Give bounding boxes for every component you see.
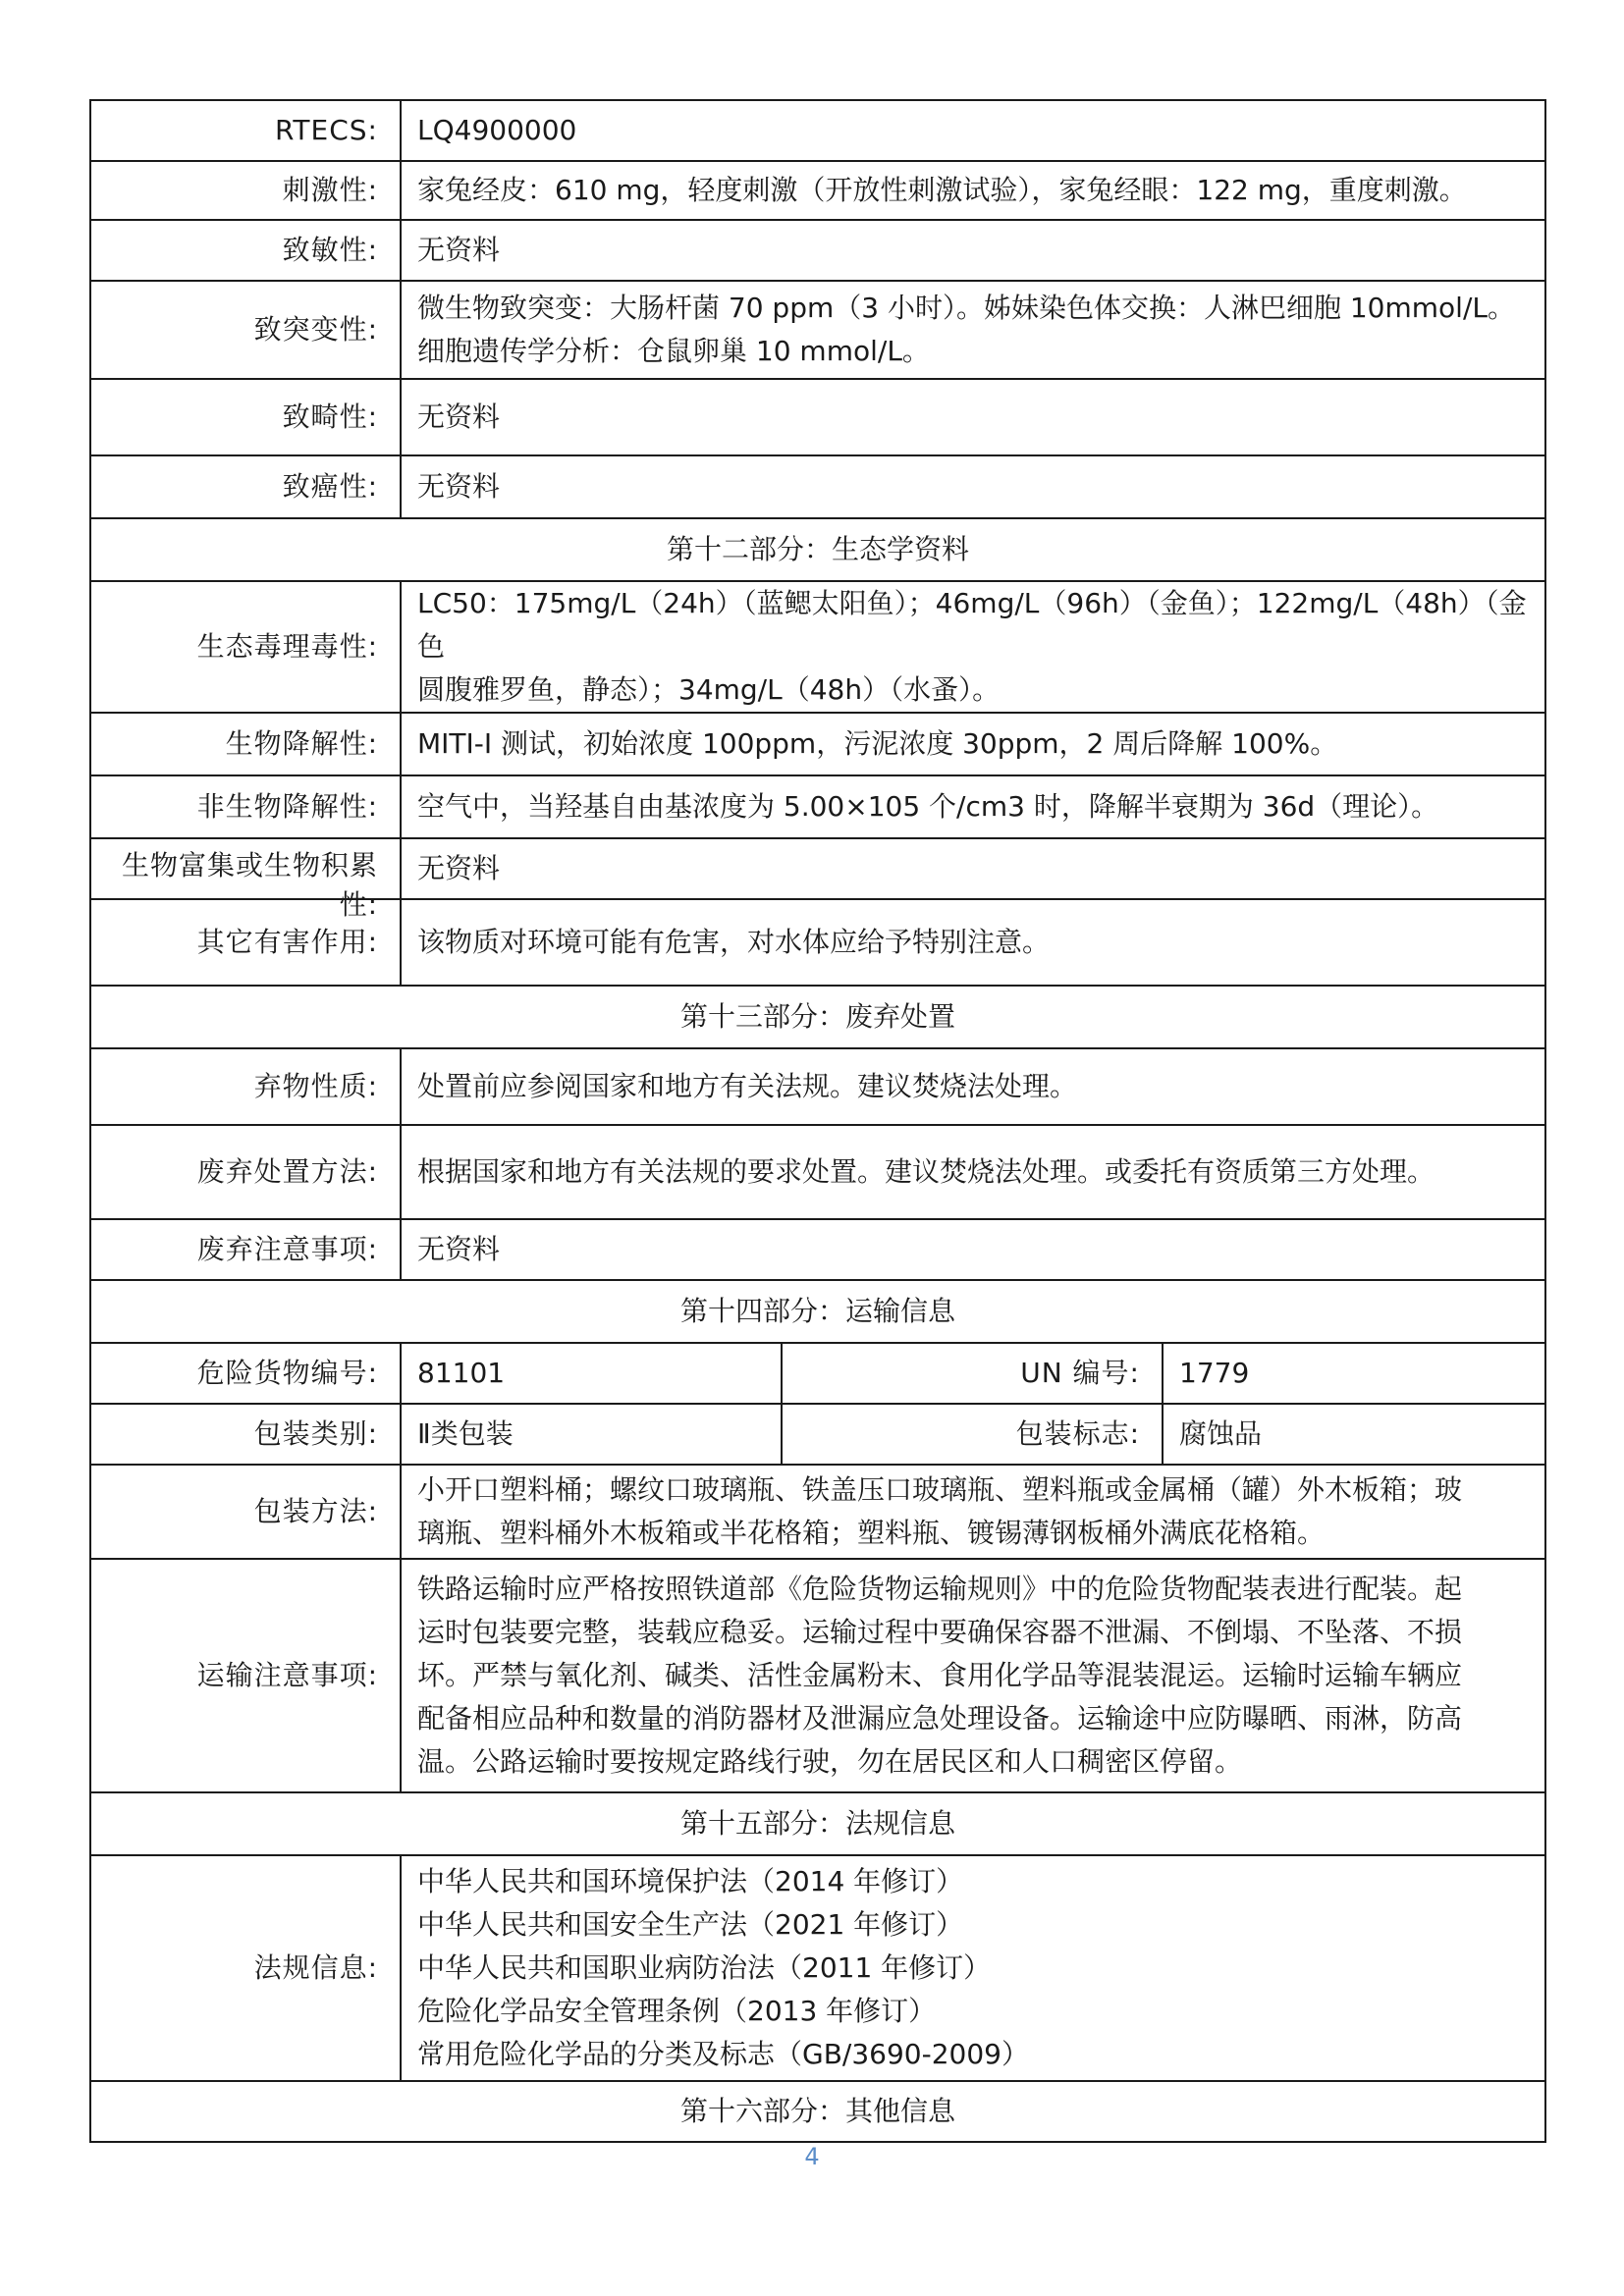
row-packing-method (90, 1465, 1545, 1559)
row-waste-notes (90, 1219, 1545, 1280)
biodegradation-value: MITI-I 测试，初始浓度 100ppm，污泥浓度 30ppm，2 周后降解 100%。 (401, 713, 1545, 775)
un-number-label: UN 编号: (782, 1343, 1163, 1404)
bioaccumulation-label-cell (90, 838, 401, 921)
section-12-header (90, 518, 1545, 581)
row-other-effects (90, 899, 1545, 986)
regulations-label: 法规信息: (90, 1855, 401, 2081)
packing-class-label: 包装类别: (90, 1404, 401, 1465)
section-13-title: 第十三部分：废弃处置 (90, 986, 1545, 1048)
waste-nature-label: 弃物性质: (90, 1048, 401, 1125)
waste-method-label: 废弃处置方法: (90, 1125, 401, 1219)
packing-method-label: 包装方法: (90, 1465, 401, 1559)
mutagenicity-label: 致突变性: (90, 281, 401, 379)
row-carcinogenicity (90, 455, 1545, 518)
section-14-header (90, 1280, 1545, 1343)
rtecs-value: LQ4900000 (401, 100, 1545, 161)
page-number: 4 (804, 2143, 820, 2170)
ecotoxicity-value (401, 581, 1545, 713)
other-effects-label: 其它有害作用: (90, 899, 401, 986)
section-14-title: 第十四部分：运输信息 (90, 1280, 1545, 1343)
teratogenicity-value: 无资料 (401, 379, 1545, 455)
regulation-item: 中华人民共和国职业病防治法（2011 年修订） (417, 1951, 992, 1984)
teratogenicity-label: 致畸性: (90, 379, 401, 455)
transport-notes-line: 配备相应品种和数量的消防器材及泄漏应急处理设备。运输途中应防曝晒、雨淋，防高 (417, 1702, 1463, 1735)
irritation-label: 刺激性: (90, 161, 401, 220)
dg-number-label: 危险货物编号: (90, 1343, 401, 1404)
carcinogenicity-value: 无资料 (401, 455, 1545, 518)
abiotic-label: 非生物降解性: (90, 775, 401, 838)
regulation-item: 中华人民共和国安全生产法（2021 年修订） (417, 1908, 964, 1941)
section-16-header (90, 2081, 1545, 2142)
section-15-title: 第十五部分：法规信息 (90, 1792, 1545, 1855)
msds-table (89, 99, 1546, 2143)
packing-method-value (401, 1465, 1545, 1559)
row-waste-nature (90, 1048, 1545, 1125)
row-mutagenicity (90, 281, 1545, 379)
row-rtecs (90, 100, 1545, 161)
biodegradation-label: 生物降解性: (90, 713, 401, 775)
sensitization-value: 无资料 (401, 220, 1545, 281)
ecotoxicity-line: LC50：175mg/L（24h）（蓝鳃太阳鱼）；46mg/L（96h）（金鱼）；122mg/L（48h）（金色 (417, 587, 1527, 663)
dg-number-value: 81101 (401, 1343, 782, 1404)
bioaccumulation-value: 无资料 (401, 838, 1545, 899)
regulation-item: 危险化学品安全管理条例（2013 年修订） (417, 1995, 937, 2027)
transport-notes-label: 运输注意事项: (90, 1559, 401, 1792)
row-packing-class (90, 1404, 1545, 1465)
sensitization-label: 致敏性: (90, 220, 401, 281)
section-16-title: 第十六部分：其他信息 (90, 2081, 1545, 2142)
waste-method-value: 根据国家和地方有关法规的要求处置。建议焚烧法处理。或委托有资质第三方处理。 (401, 1125, 1545, 1219)
other-effects-value: 该物质对环境可能有危害，对水体应给予特别注意。 (401, 899, 1545, 986)
bioaccumulation-label: 生物富集或生物积累性: (121, 849, 378, 921)
ecotoxicity-line: 圆腹雅罗鱼，静态）；34mg/L（48h）（水蚤）。 (417, 673, 1001, 706)
row-irritation (90, 161, 1545, 220)
row-dg-number (90, 1343, 1545, 1404)
packing-mark-value: 腐蚀品 (1163, 1404, 1545, 1465)
transport-notes-line: 运时包装要完整，装载应稳妥。运输过程中要确保容器不泄漏、不倒塌、不坠落、不损 (417, 1616, 1463, 1648)
mutagenicity-line: 细胞遗传学分析：仓鼠卵巢 10 mmol/L。 (417, 335, 930, 367)
section-15-header (90, 1792, 1545, 1855)
carcinogenicity-label: 致癌性: (90, 455, 401, 518)
mutagenicity-value (401, 281, 1545, 379)
row-ecotoxicity (90, 581, 1545, 713)
transport-notes-line: 铁路运输时应严格按照铁道部《危险货物运输规则》中的危险货物配装表进行配装。起 (417, 1573, 1463, 1605)
row-regulations (90, 1855, 1545, 2081)
irritation-value: 家兔经皮：610 mg，轻度刺激（开放性刺激试验），家兔经眼：122 mg，重度刺激。 (401, 161, 1545, 220)
rtecs-label: RTECS: (90, 100, 401, 161)
waste-nature-value: 处置前应参阅国家和地方有关法规。建议焚烧法处理。 (401, 1048, 1545, 1125)
row-waste-method (90, 1125, 1545, 1219)
transport-notes-line: 坏。严禁与氧化剂、碱类、活性金属粉末、食用化学品等混装混运。运输时运输车辆应 (417, 1659, 1463, 1691)
regulations-value (401, 1855, 1545, 2081)
row-bioaccumulation (90, 838, 1545, 899)
regulation-item: 常用危险化学品的分类及标志（GB/3690-2009） (417, 2038, 1029, 2070)
ecotoxicity-label: 生态毒理毒性: (90, 581, 401, 713)
waste-notes-value: 无资料 (401, 1219, 1545, 1280)
row-transport-notes (90, 1559, 1545, 1792)
packing-method-line: 小开口塑料桶；螺纹口玻璃瓶、铁盖压口玻璃瓶、塑料瓶或金属桶（罐）外木板箱；玻 (417, 1473, 1463, 1506)
regulation-item: 中华人民共和国环境保护法（2014 年修订） (417, 1865, 964, 1897)
mutagenicity-line: 微生物致突变：大肠杆菌 70 ppm（3 小时）。姊妹染色体交换：人淋巴细胞 10mmol/L。 (417, 292, 1515, 324)
row-biodegradation (90, 713, 1545, 775)
abiotic-value: 空气中，当羟基自由基浓度为 5.00×105 个/cm3 时，降解半衰期为 36d（理论）。 (401, 775, 1545, 838)
packing-class-value: Ⅱ类包装 (401, 1404, 782, 1465)
waste-notes-label: 废弃注意事项: (90, 1219, 401, 1280)
section-13-header (90, 986, 1545, 1048)
section-12-title: 第十二部分：生态学资料 (90, 518, 1545, 581)
un-number-value: 1779 (1163, 1343, 1545, 1404)
row-abiotic-degradation (90, 775, 1545, 838)
packing-mark-label: 包装标志: (782, 1404, 1163, 1465)
transport-notes-value (401, 1559, 1545, 1792)
row-teratogenicity (90, 379, 1545, 455)
transport-notes-line: 温。公路运输时要按规定路线行驶，勿在居民区和人口稠密区停留。 (417, 1745, 1243, 1778)
row-sensitization (90, 220, 1545, 281)
packing-method-line: 璃瓶、塑料桶外木板箱或半花格箱；塑料瓶、镀锡薄钢板桶外满底花格箱。 (417, 1517, 1326, 1549)
